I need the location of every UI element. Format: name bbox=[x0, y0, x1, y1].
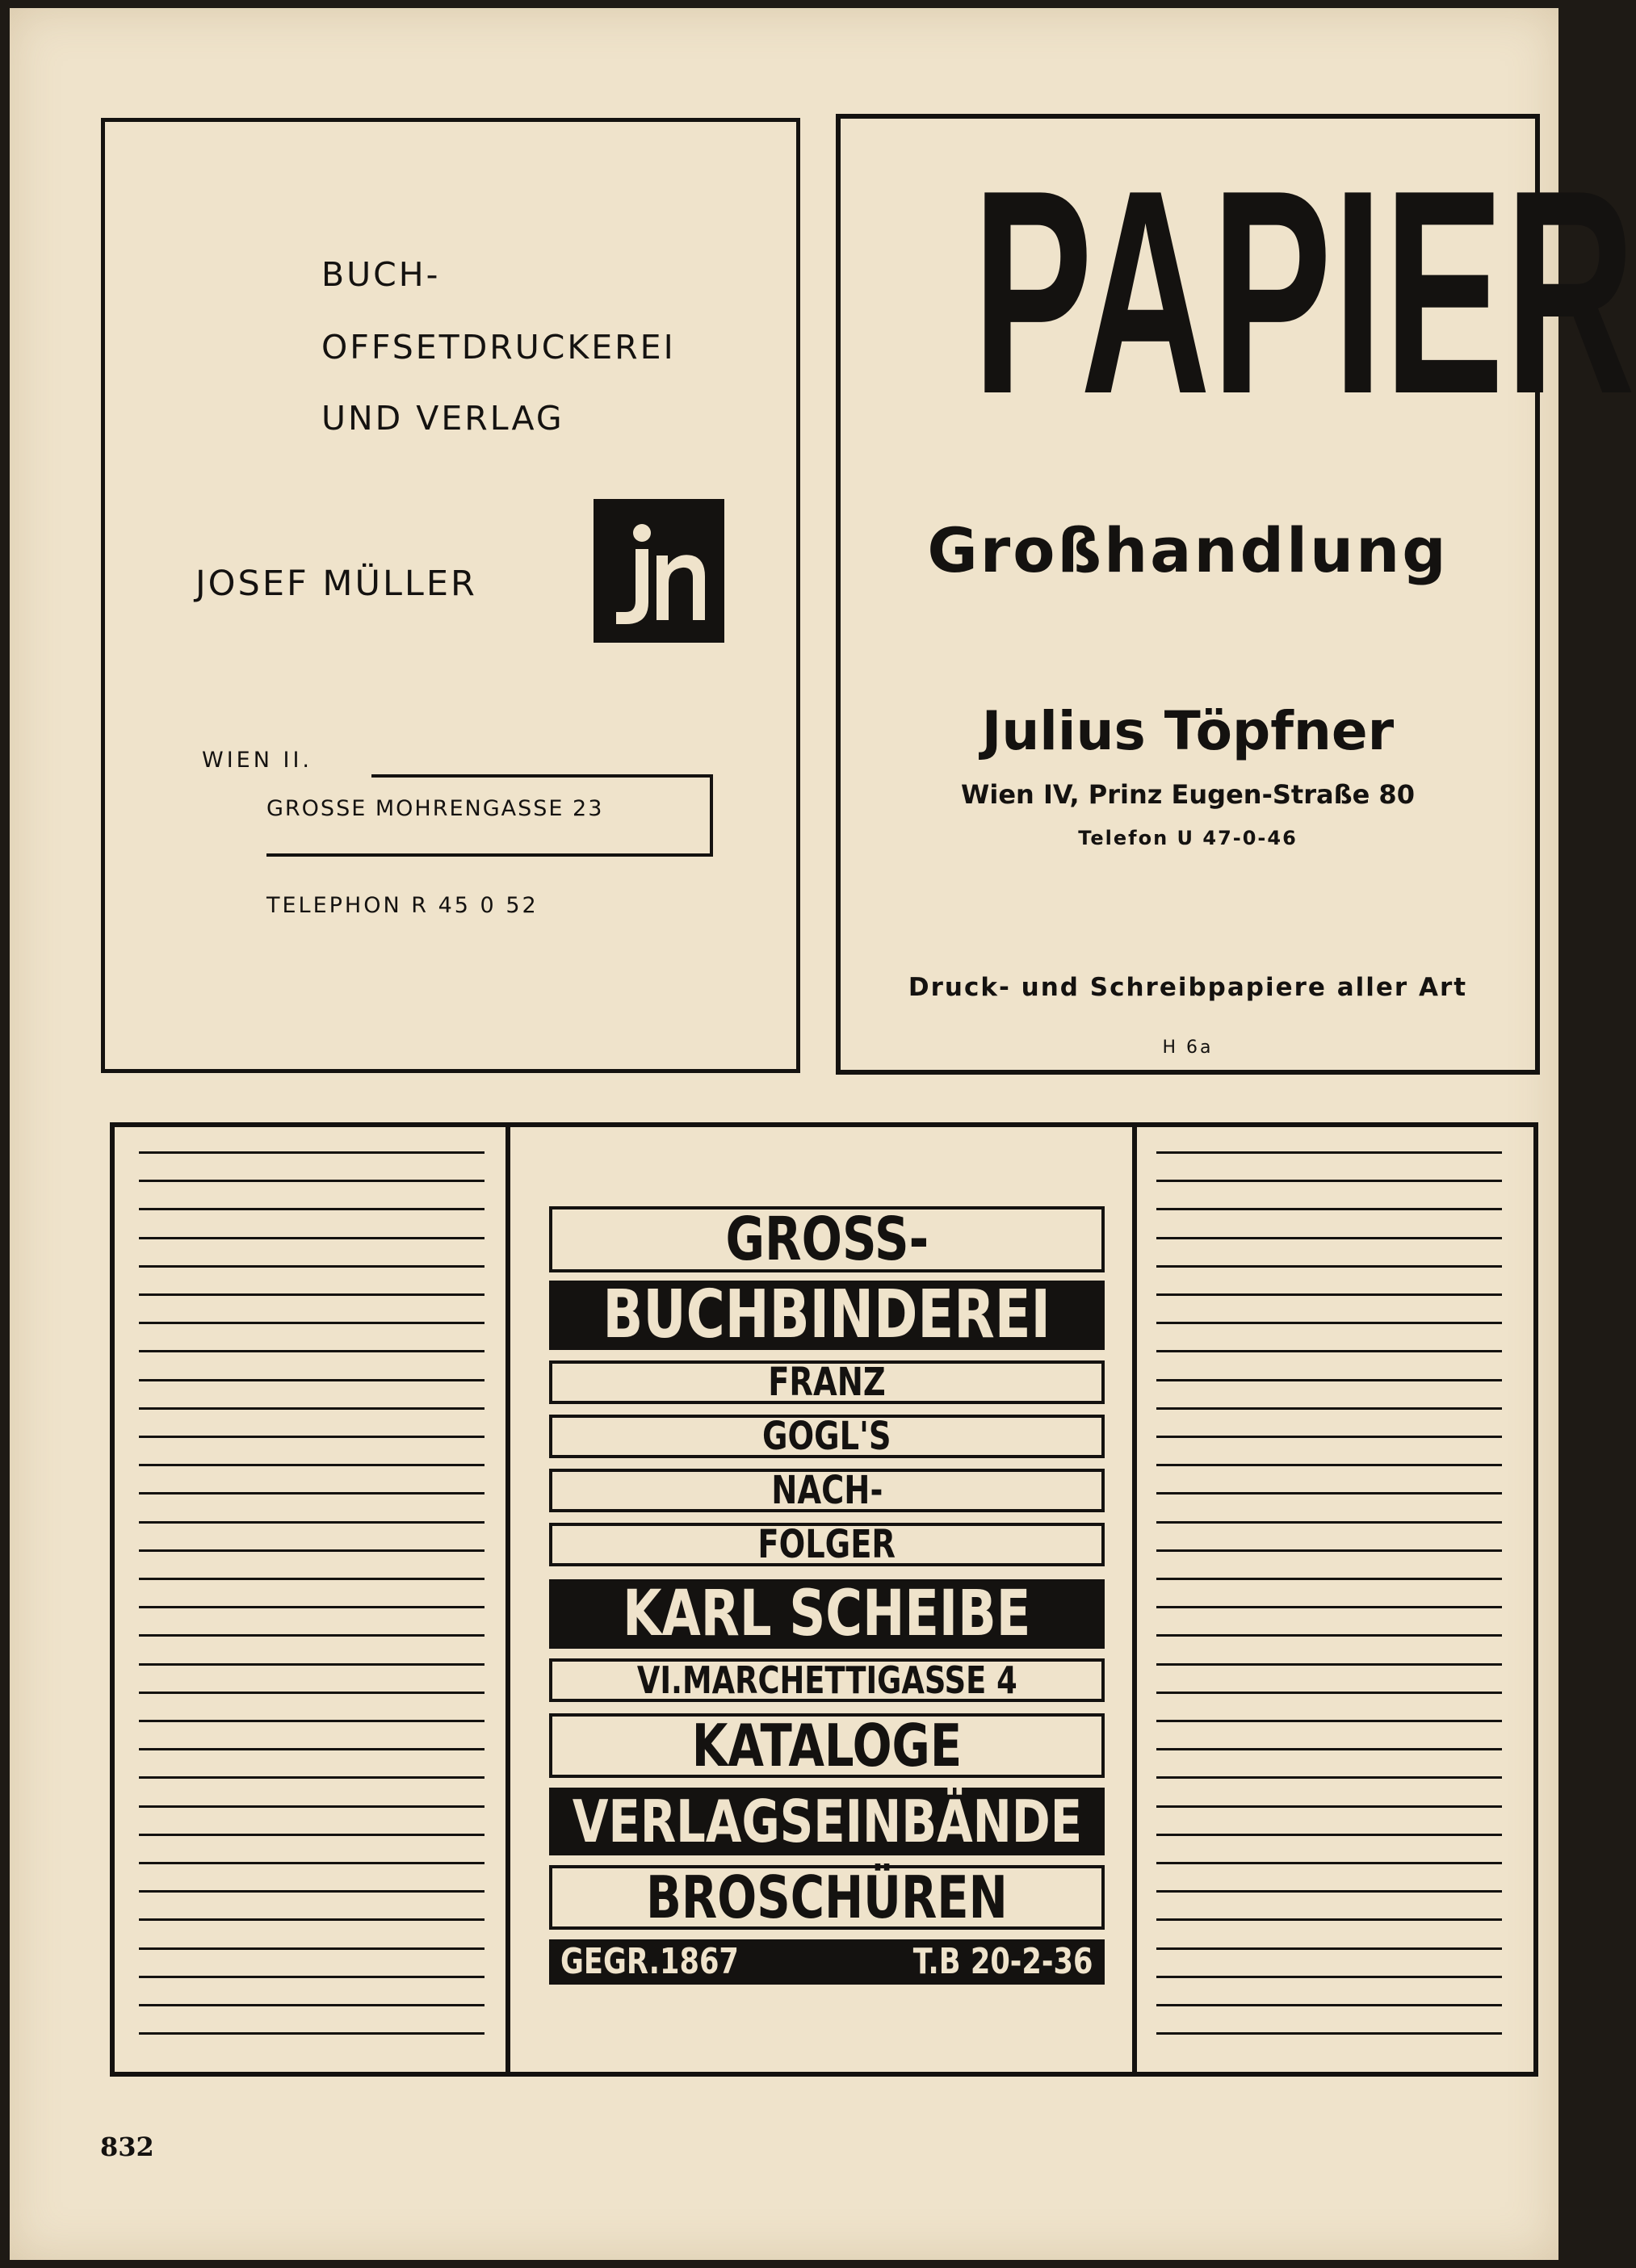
left-column-rule bbox=[139, 1890, 485, 1893]
company-name: Julius Töpfner bbox=[981, 700, 1395, 762]
left-column-rule bbox=[139, 1947, 485, 1950]
ad-heading-line-1: BUCH- bbox=[321, 255, 441, 294]
right-column-rule bbox=[1156, 1237, 1502, 1239]
right-column-rule bbox=[1156, 1918, 1502, 1921]
line-buchbinderei: BUCHBINDEREI bbox=[549, 1281, 1105, 1350]
papier-headline: PAPIER bbox=[972, 130, 1636, 455]
right-column-rule bbox=[1156, 1379, 1502, 1381]
right-column-rule bbox=[1156, 1834, 1502, 1836]
line-kataloge: KATALOGE bbox=[549, 1713, 1105, 1778]
right-column-rule bbox=[1156, 1322, 1502, 1324]
street-address: Wien IV, Prinz Eugen-Straße 80 bbox=[961, 779, 1415, 810]
line-street: VI.MARCHETTIGASSE 4 bbox=[549, 1658, 1105, 1702]
telephone-number: T.B 20-2-36 bbox=[913, 1941, 1093, 1982]
right-column-rule bbox=[1156, 1606, 1502, 1608]
ad-code: H 6a bbox=[1162, 1038, 1214, 1058]
right-column-rule bbox=[1156, 1436, 1502, 1438]
left-column-rule bbox=[139, 1692, 485, 1694]
line-gogls: GOGL'S bbox=[549, 1415, 1105, 1458]
right-column-rule bbox=[1156, 1492, 1502, 1495]
left-column-rule bbox=[139, 1379, 485, 1381]
left-column-rule bbox=[139, 1549, 485, 1552]
right-column-divider bbox=[1132, 1127, 1137, 2072]
right-column-rule bbox=[1156, 2004, 1502, 2006]
left-column-rule bbox=[139, 1464, 485, 1466]
right-column-rule bbox=[1156, 2032, 1502, 2035]
right-column-rule bbox=[1156, 1748, 1502, 1750]
right-column-rule bbox=[1156, 1776, 1502, 1779]
left-column-rule bbox=[139, 1322, 485, 1324]
page-number: 832 bbox=[100, 2132, 154, 2162]
left-column-rule bbox=[139, 1606, 485, 1608]
left-column-rule bbox=[139, 1180, 485, 1182]
left-column-rule bbox=[139, 1492, 485, 1495]
right-column-rule bbox=[1156, 1521, 1502, 1524]
left-column-rule bbox=[139, 1976, 485, 1978]
left-column-rule bbox=[139, 1918, 485, 1921]
right-column-rule bbox=[1156, 1720, 1502, 1722]
left-column-rule bbox=[139, 1663, 485, 1666]
line-gross: GROSS- bbox=[549, 1206, 1105, 1272]
right-column-rule bbox=[1156, 1976, 1502, 1978]
left-column-rule bbox=[139, 1265, 485, 1268]
city-label: WIEN II. bbox=[202, 748, 313, 773]
line-nach: NACH- bbox=[549, 1469, 1105, 1512]
telephone-number: Telefon U 47-0-46 bbox=[1078, 827, 1298, 849]
left-column-rule bbox=[139, 2032, 485, 2035]
left-column-rule bbox=[139, 1293, 485, 1296]
left-column-rule bbox=[139, 1151, 485, 1154]
right-column-rule bbox=[1156, 1265, 1502, 1268]
right-column-rule bbox=[1156, 1890, 1502, 1893]
left-column-rule bbox=[139, 1350, 485, 1352]
ad-heading-line-3: UND VERLAG bbox=[321, 399, 564, 438]
left-column-rule bbox=[139, 1578, 485, 1580]
line-broschueren: BROSCHÜREN bbox=[549, 1865, 1105, 1930]
left-column-rule bbox=[139, 1634, 485, 1637]
right-column-rule bbox=[1156, 1180, 1502, 1182]
left-column-rule bbox=[139, 1834, 485, 1836]
right-column-rule bbox=[1156, 1350, 1502, 1352]
left-column-rule bbox=[139, 1776, 485, 1779]
buchbinderei-advertisement bbox=[110, 1122, 1538, 2077]
jm-monogram-icon bbox=[594, 499, 724, 643]
left-column-rule bbox=[139, 1237, 485, 1239]
right-column-rule bbox=[1156, 1947, 1502, 1950]
line-karl-scheibe: KARL SCHEIBE bbox=[549, 1579, 1105, 1649]
street-address: GROSSE MOHRENGASSE 23 bbox=[266, 796, 604, 821]
line-franz: FRANZ bbox=[549, 1360, 1105, 1404]
left-column-rule bbox=[139, 1208, 485, 1210]
right-column-rule bbox=[1156, 1578, 1502, 1580]
papier-advertisement bbox=[836, 114, 1636, 1075]
right-column-rule bbox=[1156, 1692, 1502, 1694]
magazine-page bbox=[10, 8, 1636, 2260]
right-column-rule bbox=[1156, 1549, 1502, 1552]
grosshandlung-subheadline: Großhandlung bbox=[927, 514, 1449, 586]
line-verlagseinbaende: VERLAGSEINBÄNDE bbox=[549, 1788, 1105, 1855]
line-founded-phone bbox=[549, 1939, 1105, 1985]
left-column-rule bbox=[139, 1748, 485, 1750]
left-column-rule bbox=[139, 1436, 485, 1438]
left-column-rule bbox=[139, 1720, 485, 1722]
left-column-rule bbox=[139, 1407, 485, 1410]
left-column-rule bbox=[139, 1521, 485, 1524]
tagline: Druck- und Schreibpapiere aller Art bbox=[908, 973, 1468, 1002]
right-column-rule bbox=[1156, 1663, 1502, 1666]
right-column-rule bbox=[1156, 1208, 1502, 1210]
right-column-rule bbox=[1156, 1151, 1502, 1154]
company-name: JOSEF MÜLLER bbox=[195, 564, 477, 604]
right-column-rule bbox=[1156, 1407, 1502, 1410]
right-column-rule bbox=[1156, 1293, 1502, 1296]
line-folger: FOLGER bbox=[549, 1523, 1105, 1566]
left-column-divider bbox=[505, 1127, 510, 2072]
right-column-rule bbox=[1156, 1634, 1502, 1637]
left-column-rule bbox=[139, 1805, 485, 1808]
right-column-rule bbox=[1156, 1464, 1502, 1466]
ad-heading-line-2: OFFSETDRUCKEREI bbox=[321, 328, 676, 367]
telephone-number: TELEPHON R 45 0 52 bbox=[266, 893, 539, 918]
left-column-rule bbox=[139, 1862, 485, 1864]
left-column-rule bbox=[139, 2004, 485, 2006]
founded-year: GEGR.1867 bbox=[560, 1941, 739, 1982]
right-column-rule bbox=[1156, 1862, 1502, 1864]
josef-mueller-advertisement bbox=[101, 118, 800, 1073]
right-column-rule bbox=[1156, 1805, 1502, 1808]
